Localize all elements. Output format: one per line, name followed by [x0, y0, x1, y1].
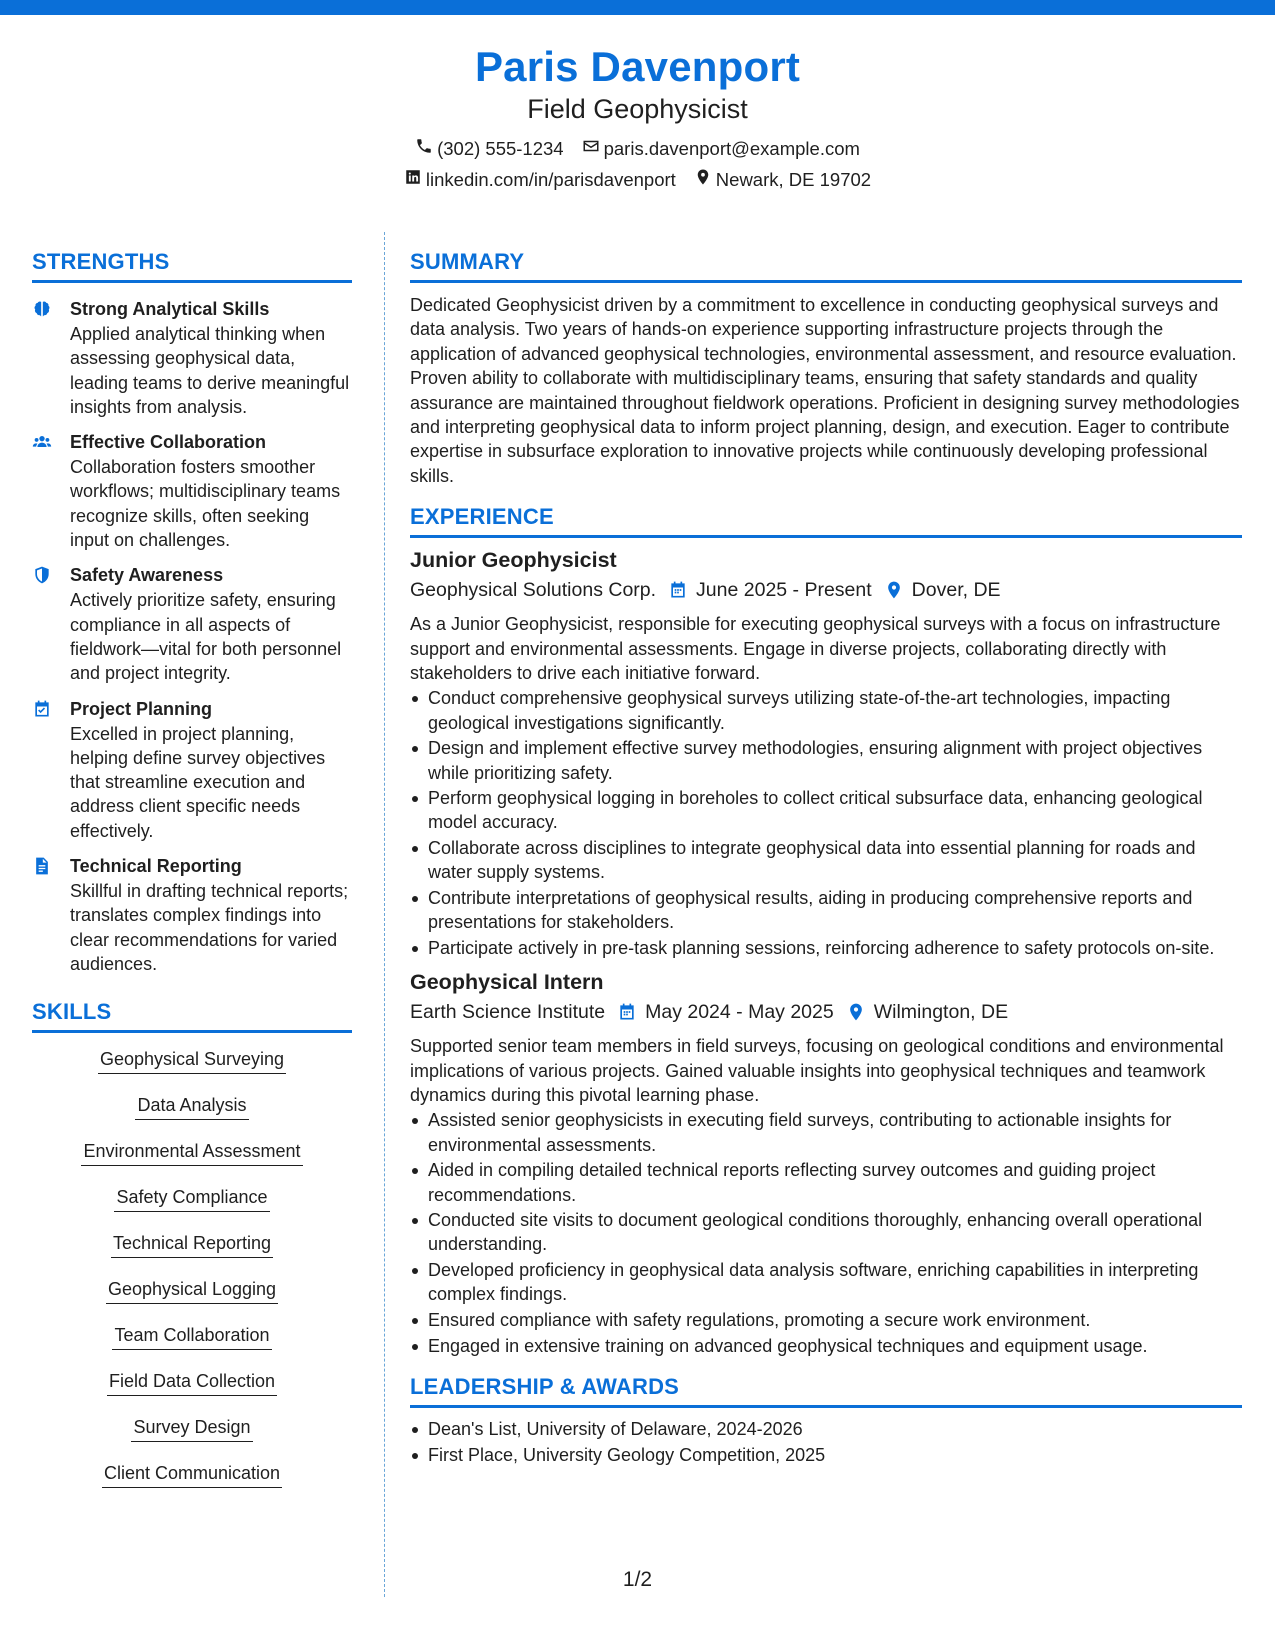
strength-item	[32, 297, 352, 419]
page-number: 1/2	[622, 1568, 653, 1591]
skill-tag: Geophysical Logging	[106, 1277, 278, 1304]
list-item: Participate actively in pre-task planning sessions, reinforcing adherence to safety protocols on-site.	[410, 936, 1242, 960]
skill-tag: Environmental Assessment	[81, 1139, 302, 1166]
phone-text: (302) 555-1234	[437, 138, 564, 159]
summary-text: Dedicated Geophysicist driven by a commitment to excellence in conducting geophysical surveys and data analysis. Two years of hands-on experience supporting infrastructure projects through the application of advanced geophysical technologies, environmental assessment, and resource evaluation. Proven ability to collaborate with multidisciplinary teams, ensuring that safety standards and quality assurance are maintained throughout fieldwork operations. Proficient in designing survey methodologies and interpreting geophysical data to inform project planning, design, and execution. Eager to contribute expertise in subsurface exploration to innovative projects while continuously developing professional skills.	[410, 295, 1240, 486]
job-dates: May 2024 - May 2025	[645, 1001, 834, 1024]
list-item: Engaged in extensive training on advanced geophysical techniques and equipment usage.	[410, 1334, 1242, 1358]
job-description: Supported senior team members in field surveys, focusing on geological conditions and environmental implications of various projects. Gained valuable insights into geophysical techniques and teamwork dynamics during this pivotal learning phase.	[410, 1036, 1224, 1106]
calendar-icon	[617, 1002, 637, 1022]
contact-linkedin[interactable]	[404, 167, 676, 193]
list-item: Collaborate across disciplines to integrate geophysical data into essential planning for roads and water supply systems.	[410, 836, 1242, 884]
job-location: Dover, DE	[911, 579, 1001, 602]
skill-tag: Survey Design	[131, 1415, 252, 1442]
calendar-check-icon	[32, 697, 56, 843]
list-item: Perform geophysical logging in boreholes to collect critical subsurface data, enhancing geological model accuracy.	[410, 786, 1242, 834]
list-item: First Place, University Geology Competition, 2025	[410, 1443, 1242, 1467]
left-column	[32, 248, 352, 1507]
skill-tag: Team Collaboration	[112, 1323, 271, 1350]
contact-location	[694, 167, 871, 193]
job-entry	[410, 546, 1242, 960]
strength-item	[32, 563, 352, 685]
strength-title: Strong Analytical Skills	[70, 299, 270, 319]
linkedin-icon	[404, 167, 422, 193]
job-title: Junior Geophysicist	[410, 548, 617, 573]
candidate-title: Field Geophysicist	[527, 94, 748, 124]
right-column	[410, 248, 1242, 1469]
document-icon	[32, 854, 56, 976]
strength-desc: Skillful in drafting technical reports; translates complex findings into clear recommendations for varied audiences.	[70, 881, 349, 974]
experience-heading: EXPERIENCE	[410, 503, 1242, 538]
strength-item	[32, 430, 352, 552]
job-dates: June 2025 - Present	[696, 579, 872, 602]
resume-header	[0, 42, 1275, 193]
location-pin-icon	[884, 580, 904, 600]
strength-item	[32, 697, 352, 843]
skill-tag: Data Analysis	[135, 1093, 248, 1120]
list-item: Developed proficiency in geophysical data analysis software, enriching capabilities in interpreting complex findings.	[410, 1258, 1242, 1306]
job-company: Earth Science Institute	[410, 1001, 606, 1024]
linkedin-text: linkedin.com/in/parisdavenport	[425, 169, 676, 190]
brain-icon	[32, 297, 56, 419]
leadership-heading: LEADERSHIP & AWARDS	[410, 1373, 1242, 1408]
strength-title: Project Planning	[70, 698, 213, 719]
leadership-list	[410, 1417, 1242, 1467]
skills-list	[32, 1047, 352, 1507]
job-company: Geophysical Solutions Corp.	[410, 579, 657, 602]
job-description: As a Junior Geophysicist, responsible for executing geophysical surveys with a focus on infrastructure support and environmental assessments. Engage in diverse projects, collaborating directly with stakeholders to drive each initiative forward.	[410, 614, 1221, 684]
shield-icon	[32, 563, 56, 685]
skill-tag: Geophysical Surveying	[98, 1047, 286, 1074]
column-divider	[384, 232, 385, 1597]
contact-row-2	[0, 167, 1275, 193]
top-accent-bar	[0, 0, 1275, 15]
strength-desc: Applied analytical thinking when assessing geophysical data, leading teams to derive meaningful insights from analysis.	[70, 324, 350, 417]
candidate-name: Paris Davenport	[474, 43, 801, 90]
location-pin-icon	[846, 1002, 866, 1022]
list-item: Ensured compliance with safety regulations, promoting a secure work environment.	[410, 1308, 1242, 1332]
list-item: Dean's List, University of Delaware, 2024-2026	[410, 1417, 1242, 1441]
contact-email[interactable]	[582, 136, 860, 162]
users-icon	[32, 430, 56, 552]
job-meta	[410, 998, 1242, 1026]
skills-heading: SKILLS	[32, 998, 352, 1033]
strength-desc: Collaboration fosters smoother workflows; multidisciplinary teams recognize skills, often seeking input on challenges.	[70, 457, 341, 551]
list-item: Contribute interpretations of geophysical results, aiding in producing comprehensive reports and presentations for stakeholders.	[410, 886, 1242, 934]
list-item: Assisted senior geophysicists in executing field surveys, contributing to actionable insights for environmental assessments.	[410, 1108, 1242, 1156]
list-item: Conduct comprehensive geophysical surveys utilizing state-of-the-art technologies, impacting geological investigations significantly.	[410, 686, 1242, 734]
contact-phone	[415, 136, 564, 162]
job-title: Geophysical Intern	[410, 970, 604, 995]
strength-title: Safety Awareness	[70, 565, 224, 586]
list-item: Conducted site visits to document geological conditions thoroughly, enhancing overall operational understanding.	[410, 1208, 1242, 1256]
strength-title: Technical Reporting	[70, 856, 242, 877]
job-entry	[410, 968, 1242, 1358]
skill-tag: Safety Compliance	[114, 1185, 269, 1212]
strength-item	[32, 854, 352, 976]
strength-desc: Excelled in project planning, helping define survey objectives that streamline execution and address client specific needs effectively.	[70, 723, 326, 841]
skill-tag: Client Communication	[102, 1461, 282, 1488]
strengths-heading: STRENGTHS	[32, 248, 352, 283]
job-location: Wilmington, DE	[873, 1001, 1009, 1024]
skill-tag: Technical Reporting	[111, 1231, 273, 1258]
summary-heading: SUMMARY	[410, 248, 1242, 283]
location-text: Newark, DE 19702	[715, 169, 872, 190]
strength-desc: Actively prioritize safety, ensuring compliance in all aspects of fieldwork—vital for both personnel and project integrity.	[70, 590, 342, 684]
skill-tag: Field Data Collection	[107, 1369, 277, 1396]
job-bullets	[410, 1108, 1242, 1358]
calendar-icon	[668, 580, 688, 600]
email-icon	[582, 136, 600, 162]
location-pin-icon	[694, 167, 712, 193]
email-text: paris.davenport@example.com	[603, 138, 860, 159]
contact-row-1	[0, 136, 1275, 162]
list-item: Aided in compiling detailed technical reports reflecting survey outcomes and guiding project recommendations.	[410, 1158, 1242, 1206]
job-bullets	[410, 686, 1242, 960]
strength-title: Effective Collaboration	[70, 432, 267, 453]
phone-icon	[415, 136, 433, 162]
job-meta	[410, 576, 1242, 604]
list-item: Design and implement effective survey methodologies, ensuring alignment with project objectives while prioritizing safety.	[410, 736, 1242, 784]
